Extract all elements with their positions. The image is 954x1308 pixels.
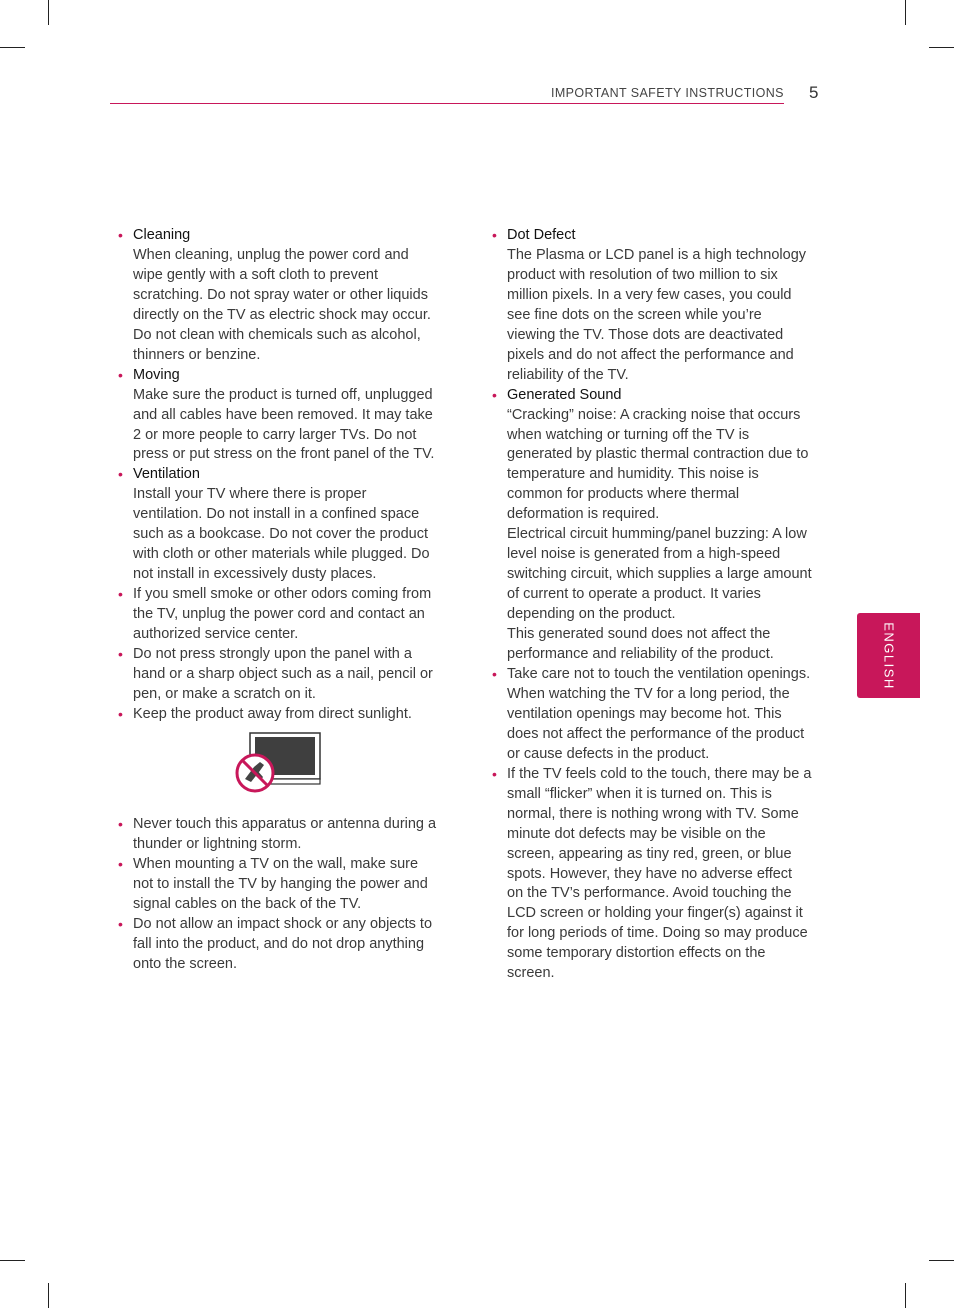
ventilation-title: • Ventilation	[133, 466, 200, 483]
crop-mark	[905, 0, 906, 25]
language-tab-label: ENGLISH	[881, 621, 896, 690]
list-item-press: • Do not press strongly upon the panel with a hand or a sharp object such as a nail, pencil or pen, or make a scratch on it.	[118, 645, 438, 705]
list-item-thunder: • Never touch this apparatus or antenna during a thunder or lightning storm.	[118, 815, 438, 855]
list-item-mounting: • When mounting a TV on the wall, make sure not to install the TV by hanging the power and signal cables on the back of the TV.	[118, 855, 438, 915]
generated-sound-text-3: This generated sound does not affect the performance and reliability of the product.	[507, 626, 774, 663]
list-item-smoke: • If you smell smoke or other odors coming from the TV, unplug the power cord and contact an authorized service center.	[118, 585, 438, 645]
crop-mark	[905, 1283, 906, 1308]
safety-list-right	[492, 226, 812, 984]
generated-sound-text-2: Electrical circuit humming/panel buzzing: A low level noise is generated from a high-speed switching circuit, which supplies a large amount of current to operate a product. It varies depending on the product.	[507, 526, 812, 623]
header-rule	[110, 103, 784, 104]
cleaning-text: When cleaning, unplug the power cord and wipe gently with a soft cloth to prevent scratching. Do not spray water or other liquids directly on the TV as electric shock may occur. Do not clean with chemicals such as alcohol, thinners or benzine.	[133, 246, 431, 363]
crop-mark	[929, 1260, 954, 1261]
left-column	[118, 226, 438, 974]
moving-text: Make sure the product is turned off, unplugged and all cables have been removed. It may take 2 or more people to carry larger TVs. Do not press or put stress on the front panel of the TV.	[133, 386, 435, 463]
cleaning-title: • Cleaning	[133, 227, 191, 243]
tv-prohibited-icon	[234, 731, 322, 795]
generated-sound-title: • Generated Sound	[507, 386, 622, 403]
list-item-dot-defect	[492, 226, 812, 386]
dot-defect-text: The Plasma or LCD panel is a high technology product with resolution of two million to six million pixels. In a very few cases, you could see fine dots on the screen while you’re viewing the TV. Those dots are deactivated pixels and do not affect the performance and reliability of the TV.	[507, 246, 807, 383]
dot-defect-title: • Dot Defect	[507, 227, 576, 243]
list-item-ventilation-openings: • Take care not to touch the ventilation openings. When watching the TV for a long period, the ventilation openings may become hot. This does not affect the performance of the product or cause defects in the product.	[492, 665, 812, 765]
section-title: IMPORTANT SAFETY INSTRUCTIONS	[551, 86, 784, 100]
list-item-cold-tv: • If the TV feels cold to the touch, there may be a small “flicker” when it is turned on. This is normal, there is nothing wrong with TV. Some minute dot defects may be visible on the screen, appearing as tiny red, green, or blue spots. However, they have no adverse effect on the TV’s performance. Avoid touching the LCD screen or holding your finger(s) against it for long periods of time. Doing so may produce some temporary distortion effects on the screen.	[492, 765, 812, 984]
page-number: 5	[809, 83, 819, 102]
crop-mark	[0, 1260, 25, 1261]
list-item-impact: • Do not allow an impact shock or any objects to fall into the product, and do not drop anything onto the screen.	[118, 915, 438, 975]
right-column	[492, 226, 812, 984]
list-item-generated-sound	[492, 386, 812, 665]
ventilation-text: Install your TV where there is proper ventilation. Do not install in a confined space such as a bookcase. Do not cover the product with cloth or other materials while plugged. Do not install in excessively dusty places.	[133, 486, 430, 583]
safety-list-left	[118, 226, 438, 725]
list-item-moving	[118, 366, 438, 466]
language-tab	[857, 613, 920, 698]
crop-mark	[48, 1283, 49, 1308]
crop-mark	[929, 47, 954, 48]
crop-mark	[0, 47, 25, 48]
list-item-ventilation	[118, 465, 438, 585]
list-item-sunlight: • Keep the product away from direct sunlight.	[118, 705, 438, 725]
crop-mark	[48, 0, 49, 25]
generated-sound-text-1: “Cracking” noise: A cracking noise that occurs when watching or turning off the TV is generated by plastic thermal contraction due to temperature and humidity. This noise is common for products where thermal deformation is required.	[507, 406, 809, 523]
no-sunlight-illustration	[118, 731, 438, 811]
list-item-cleaning	[118, 226, 438, 366]
moving-title: • Moving	[133, 366, 180, 383]
safety-list-left-continued	[118, 815, 438, 975]
